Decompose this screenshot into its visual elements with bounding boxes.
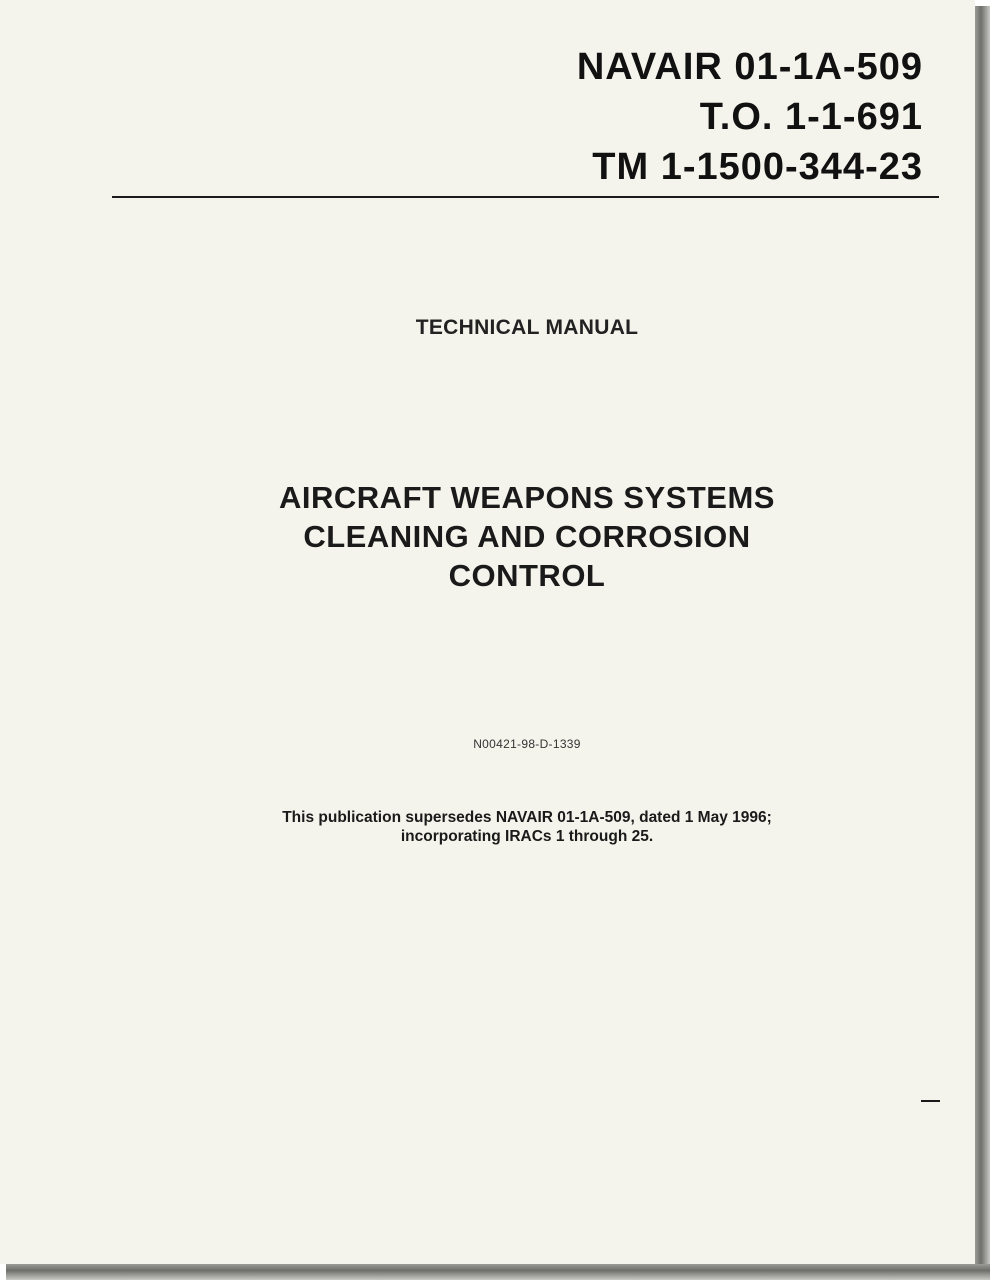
manual-type-heading: TECHNICAL MANUAL [415,316,639,339]
document-numbers [577,42,923,192]
supersedes-notice [0,808,990,846]
header-rule [112,196,939,198]
to-number: T.O. 1-1-691 [699,96,923,138]
page-shadow-bottom [6,1264,990,1280]
change-bar-mark [921,1100,940,1102]
title-line-3: CONTROL [448,558,606,593]
title-line-1: AIRCRAFT WEAPONS SYSTEMS [279,480,775,515]
page-shadow-right [975,6,990,1280]
tm-number: TM 1-1500-344-23 [592,146,923,188]
supersedes-line-2: incorporating IRACs 1 through 25. [400,828,654,845]
title-line-2: CLEANING AND CORROSION [303,519,751,554]
navair-number: NAVAIR 01-1A-509 [576,46,923,88]
contract-number: N00421-98-D-1339 [473,737,581,751]
supersedes-line-1: This publication supersedes NAVAIR 01-1A-509, dated 1 May 1996; [282,809,772,826]
document-title [0,478,990,595]
